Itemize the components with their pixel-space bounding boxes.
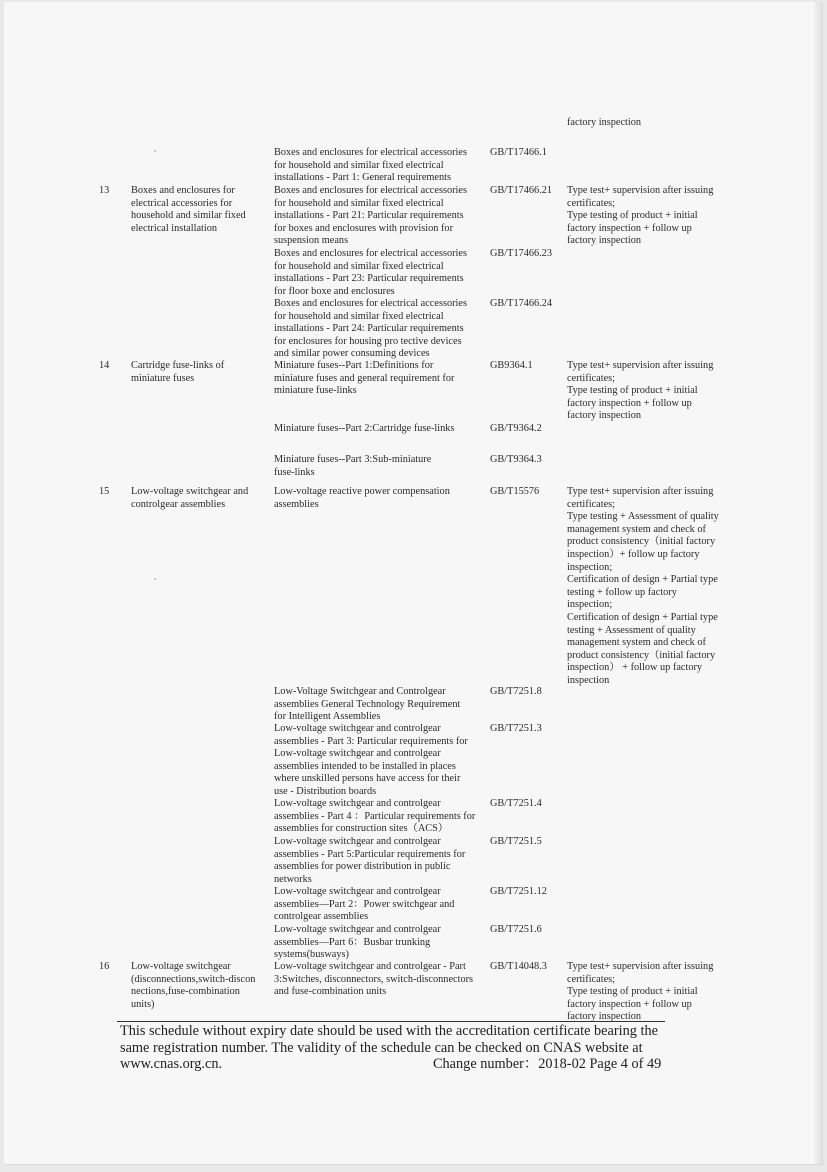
item-number: 13 [99, 185, 110, 196]
product-name: Cartridge fuse-links of miniature fuses [131, 360, 225, 384]
standard-code: GB/T7251.6 [490, 924, 542, 935]
standard-title: Miniature fuses--Part 2:Cartridge fuse-links [274, 423, 455, 434]
document-page [4, 2, 822, 1164]
standard-title: Miniature fuses--Part 3:Sub-miniature fuse-links [274, 454, 432, 478]
standard-title: Low-voltage switchgear and controlgear assemblies - Part 4 ：Particular requirements for assemblies for construction sites（ACS） [274, 798, 476, 835]
standard-code: GB/T7251.12 [490, 886, 547, 897]
standard-code: GB/T7251.4 [490, 798, 542, 809]
item-number: 15 [99, 486, 110, 497]
footer-line-1: This schedule without expiry date should be used with the accreditation certificate bearing the [120, 1023, 658, 1039]
standard-title: Low-voltage switchgear and controlgear assemblies - Part 5:Particular requirements for assemblies for power distribution in public networks [274, 836, 466, 885]
standard-code: GB/T17466.23 [490, 248, 553, 259]
continued-mode-text: factory inspection [567, 117, 642, 128]
footer-line-2: same registration number. The validity of the schedule can be checked on CNAS website at [120, 1039, 643, 1056]
footer-website: www.cnas.org.cn. [120, 1056, 223, 1073]
standard-code: GB/T9364.3 [490, 454, 542, 465]
standard-title: Boxes and enclosures for electrical accessories for household and similar fixed electrical installations - Part 23: Particular requirements for floor boxe and enclosures [274, 248, 467, 297]
footer-change-number: Change number：2018-02 Page 4 of 49 [433, 1056, 662, 1073]
standard-title: Boxes and enclosures for electrical accessories for household and similar fixed electrical installations - Part 1: General requirements [274, 147, 467, 184]
standard-code: GB/T17466.21 [490, 185, 553, 196]
standard-code: GB/T9364.2 [490, 423, 542, 434]
certification-mode: Type test+ supervision after issuing certificates; Type testing of product + initial factory inspection + follow up factory inspection [567, 185, 714, 247]
scan-speck [154, 150, 156, 152]
page-footer [120, 1023, 680, 1073]
standard-title: Low-Voltage Switchgear and Controlgear assemblies General Technology Requirement for Intelligent Assemblies [274, 686, 461, 723]
standard-title: Low-voltage reactive power compensation assemblies [274, 486, 450, 510]
scan-edge [814, 2, 822, 1164]
standard-title: Low-voltage switchgear and controlgear assemblies—Part 2：Power switchgear and controlgear assemblies [274, 886, 455, 923]
standard-code: GB9364.1 [490, 360, 533, 371]
standard-code: GB/T14048.3 [490, 961, 547, 972]
standard-code: GB/T17466.1 [490, 147, 547, 158]
standard-code: GB/T7251.5 [490, 836, 542, 847]
certification-mode: Type test+ supervision after issuing certificates; Type testing of product + initial factory inspection + follow up factory inspection [567, 360, 714, 422]
certification-mode: Type test+ supervision after issuing certificates; Type testing of product + initial factory inspection + follow up factory inspection [567, 961, 714, 1023]
standard-title: Boxes and enclosures for electrical accessories for household and similar fixed electrical installations - Part 24: Particular requirements for enclosures for housing pro tective devices and similar power consuming devices [274, 298, 467, 360]
item-number: 14 [99, 360, 110, 371]
product-name: Boxes and enclosures for electrical accessories for household and similar fixed electrical installation [131, 185, 246, 234]
standard-title: Low-voltage switchgear and controlgear assemblies - Part 3: Particular requirements for Low-voltage switchgear and controlgear assemblies intended to be installed in places where unskilled persons have access for their use - Distribution boards [274, 723, 468, 797]
certification-mode: Type test+ supervision after issuing certificates; Type testing + Assessment of quality management system and check of product consistency（initial factory inspection）+ follow up factory inspection; Certification of design + Partial type testing + follow up factory inspection; Certification of design + Partial type testing + Assessment of quality management system and check of product consistency（initial factory inspection） + follow up factory inspection [567, 486, 719, 686]
product-name: Low-voltage switchgear and controlgear assemblies [131, 486, 249, 510]
standard-code: GB/T7251.3 [490, 723, 542, 734]
standard-code: GB/T7251.8 [490, 686, 542, 697]
product-name: Low-voltage switchgear (disconnections,switch-discon nections,fuse-combination units) [131, 961, 256, 1010]
standard-title: Low-voltage switchgear and controlgear - Part 3:Switches, disconnectors, switch-disconnectors and fuse-combination units [274, 961, 474, 998]
item-number: 16 [99, 961, 110, 972]
footer-rule [117, 1021, 665, 1022]
scan-speck [154, 578, 156, 580]
standard-code: GB/T17466.24 [490, 298, 553, 309]
standard-title: Miniature fuses--Part 1:Definitions for miniature fuses and general requirement for miniature fuse-links [274, 360, 455, 397]
standard-title: Low-voltage switchgear and controlgear assemblies—Part 6：Busbar trunking systems(busways) [274, 924, 441, 961]
standard-title: Boxes and enclosures for electrical accessories for household and similar fixed electrical installations - Part 21: Particular requirements for boxes and enclosures with provision for suspension means [274, 185, 467, 247]
standard-code: GB/T15576 [490, 486, 540, 497]
